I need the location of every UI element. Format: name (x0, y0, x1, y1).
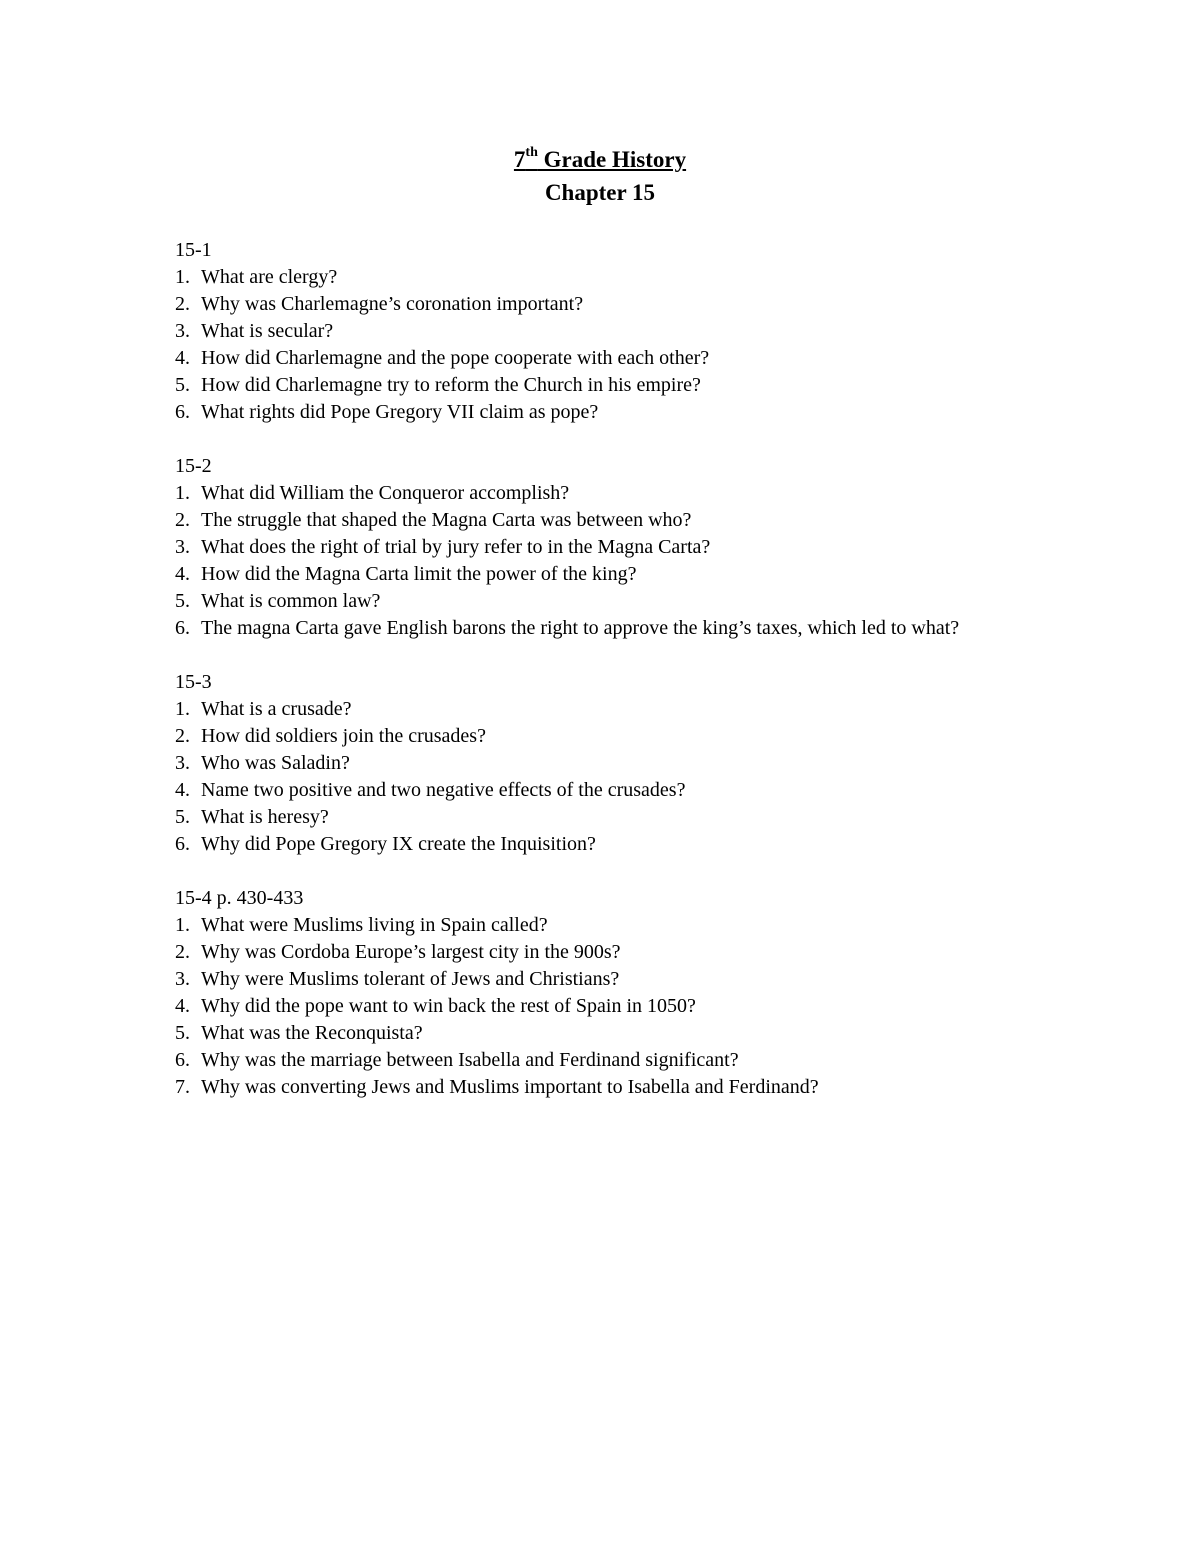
question-text: Why were Muslims tolerant of Jews and Christians? (201, 968, 620, 990)
question-item (175, 507, 1035, 534)
question-item (175, 966, 1035, 993)
question-text: Why was Charlemagne’s coronation important? (201, 293, 584, 315)
question-text: Who was Saladin? (201, 752, 350, 774)
question-number: 7. (175, 1076, 190, 1098)
question-number: 6. (175, 401, 190, 423)
question-number: 4. (175, 995, 190, 1017)
page-title (0, 143, 1200, 176)
question-text: How did Charlemagne try to reform the Church in his empire? (201, 374, 701, 396)
question-item (175, 615, 1035, 642)
question-text: What rights did Pope Gregory VII claim as pope? (201, 401, 599, 423)
section-heading: 15-2 (175, 455, 212, 477)
question-item (175, 912, 1035, 939)
question-item (175, 831, 1035, 858)
question-item (175, 777, 1035, 804)
question-item (175, 588, 1035, 615)
question-item (175, 804, 1035, 831)
question-text: Why did Pope Gregory IX create the Inquisition? (201, 833, 596, 855)
question-item (175, 534, 1035, 561)
question-text: What are clergy? (201, 266, 338, 288)
question-item (175, 291, 1035, 318)
question-text: What is a crusade? (201, 698, 352, 720)
question-item (175, 1020, 1035, 1047)
question-text: Why was Cordoba Europe’s largest city in the 900s? (201, 941, 621, 963)
question-text: What did William the Conqueror accomplish? (201, 482, 570, 504)
page-title-text (514, 147, 686, 172)
question-number: 1. (175, 914, 190, 936)
question-text: How did soldiers join the crusades? (201, 725, 486, 747)
question-number: 1. (175, 482, 190, 504)
question-item (175, 561, 1035, 588)
question-item (175, 318, 1035, 345)
question-text: The magna Carta gave English barons the right to approve the king’s taxes, which led to what? (201, 617, 960, 639)
question-number: 5. (175, 590, 190, 612)
question-item (175, 696, 1035, 723)
section-heading: 15-4 p. 430-433 (175, 887, 304, 909)
question-item (175, 723, 1035, 750)
question-item (175, 264, 1035, 291)
question-number: 2. (175, 293, 190, 315)
question-text: Why was converting Jews and Muslims important to Isabella and Ferdinand? (201, 1076, 819, 1098)
title-grade-number: 7 (513, 147, 526, 172)
question-number: 3. (175, 320, 190, 342)
question-number: 4. (175, 779, 190, 801)
question-number: 3. (175, 536, 190, 558)
question-number: 6. (175, 833, 190, 855)
question-number: 1. (175, 266, 190, 288)
question-number: 2. (175, 509, 190, 531)
question-item (175, 345, 1035, 372)
section-15-3 (175, 669, 1035, 858)
question-item (175, 939, 1035, 966)
question-number: 3. (175, 752, 190, 774)
question-item (175, 993, 1035, 1020)
question-sections (175, 237, 1035, 1128)
question-text: What was the Reconquista? (201, 1022, 423, 1044)
question-number: 5. (175, 806, 190, 828)
question-number: 3. (175, 968, 190, 990)
question-text: Name two positive and two negative effects of the crusades? (201, 779, 686, 801)
question-item (175, 750, 1035, 777)
title-block (0, 143, 1200, 209)
question-item (175, 399, 1035, 426)
question-number: 6. (175, 1049, 190, 1071)
question-text: Why was the marriage between Isabella and Ferdinand significant? (201, 1049, 739, 1071)
question-number: 5. (175, 1022, 190, 1044)
question-item (175, 480, 1035, 507)
question-text: Why did the pope want to win back the rest of Spain in 1050? (201, 995, 696, 1017)
question-text: What is secular? (201, 320, 334, 342)
question-item (175, 1074, 1035, 1101)
question-item (175, 372, 1035, 399)
section-15-4 (175, 885, 1035, 1101)
question-number: 4. (175, 347, 190, 369)
section-heading: 15-1 (175, 239, 212, 261)
question-number: 5. (175, 374, 190, 396)
section-15-1 (175, 237, 1035, 426)
question-number: 6. (175, 617, 190, 639)
section-15-2 (175, 453, 1035, 642)
title-ordinal-suffix: th (525, 145, 538, 161)
question-number: 4. (175, 563, 190, 585)
question-text: The struggle that shaped the Magna Carta was between who? (201, 509, 692, 531)
question-number: 2. (175, 941, 190, 963)
page-subtitle: Chapter 15 (544, 180, 656, 205)
question-text: How did Charlemagne and the pope cooperate with each other? (201, 347, 710, 369)
question-number: 2. (175, 725, 190, 747)
question-text: What is common law? (201, 590, 381, 612)
section-heading: 15-3 (175, 671, 212, 693)
question-number: 1. (175, 698, 190, 720)
question-text: What is heresy? (201, 806, 329, 828)
question-text: What were Muslims living in Spain called? (201, 914, 548, 936)
question-text: How did the Magna Carta limit the power of the king? (201, 563, 637, 585)
question-text: What does the right of trial by jury refer to in the Magna Carta? (201, 536, 711, 558)
title-rest: Grade History (537, 147, 687, 172)
question-item (175, 1047, 1035, 1074)
